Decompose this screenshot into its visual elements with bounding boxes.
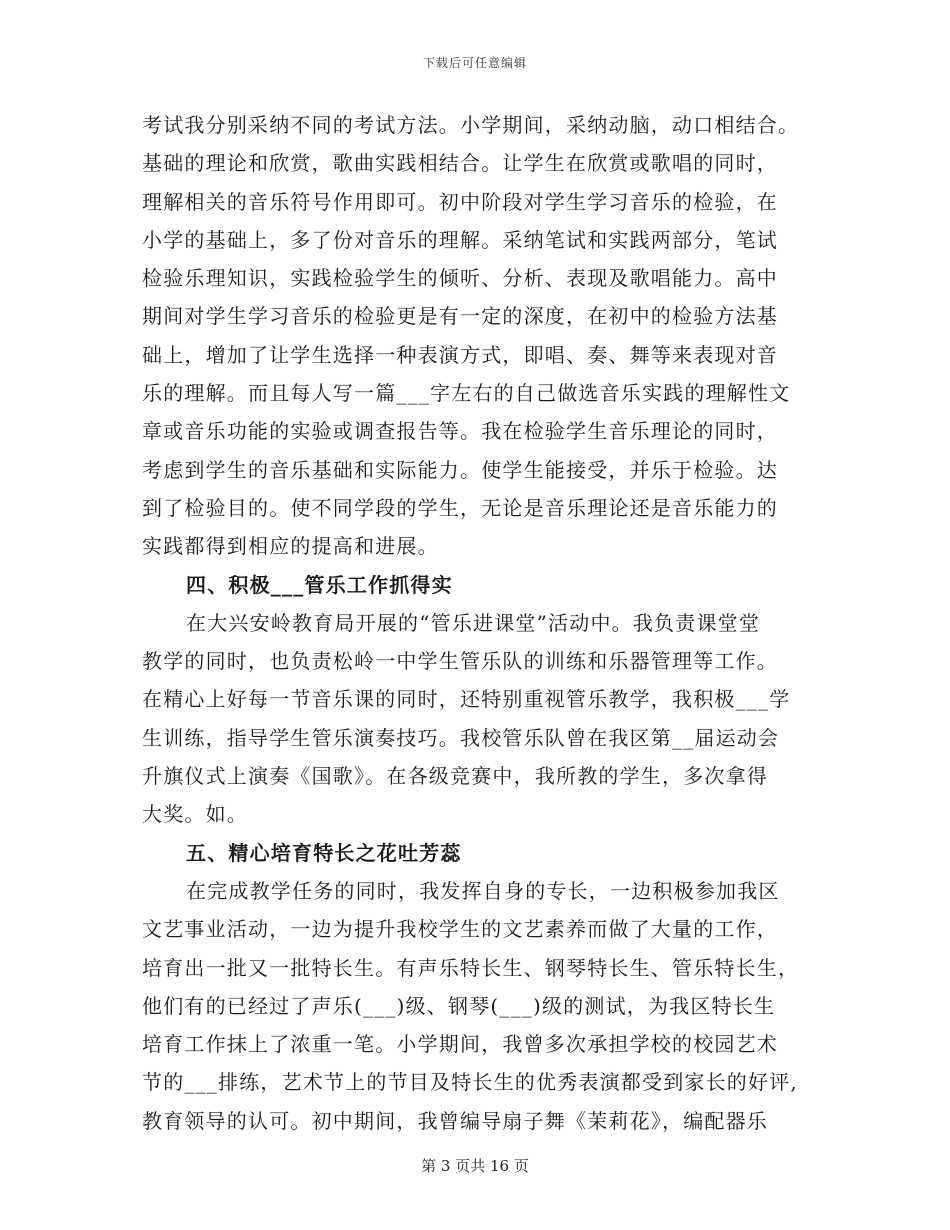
text-line: 乐的理解。而且每人写一篇___字左右的自己做选音乐实践的理解性文 — [142, 381, 791, 406]
text-line: 基础的理论和欣赏，歌曲实践相结合。让学生在欣赏或歌唱的同时， — [142, 151, 778, 176]
text-line: 他们有的已经过了声乐(___)级、钢琴(___)级的测试，为我区特长生 — [142, 993, 776, 1018]
text-line: 章或音乐功能的实验或调查报告等。我在检验学生音乐理论的同时， — [142, 419, 778, 444]
text-line: 检验乐理知识，实践检验学生的倾听、分析、表现及歌唱能力。高中 — [142, 266, 778, 291]
text-line: 节的___排练，艺术节上的节目及特长生的优秀表演都受到家长的好评, — [142, 1070, 798, 1095]
page-footer: 第 3 页共 16 页 — [421, 1157, 529, 1175]
text-line: 础上，增加了让学生选择一种表演方式，即唱、奏、舞等来表现对音 — [142, 342, 778, 367]
section-heading: 四、积极___管乐工作抓得实 — [186, 572, 453, 597]
section-heading: 五、精心培育特长之花吐芳蕊 — [186, 840, 462, 865]
document-body — [142, 106, 812, 1140]
text-line: 生训练，指导学生管乐演奏技巧。我校管乐队曾在我区第__届运动会 — [142, 725, 780, 750]
text-line: 大奖。如。 — [142, 802, 248, 827]
text-line: 考虑到学生的音乐基础和实际能力。使学生能接受，并乐于检验。达 — [142, 457, 778, 482]
text-line: 教学的同时，也负责松岭一中学生管乐队的训练和乐器管理等工作。 — [142, 649, 778, 674]
text-line: 考试我分别采纳不同的考试方法。小学期间，采纳动脑，动口相结合。 — [142, 113, 800, 137]
text-line: 教育领导的认可。初中期间，我曾编导扇子舞《茉莉花》，编配器乐 — [142, 1108, 768, 1133]
text-line: 在精心上好每一节音乐课的同时，还特别重视管乐教学，我积极___学 — [142, 687, 791, 712]
text-line: 理解相关的音乐符号作用即可。初中阶段对学生学习音乐的检验，在 — [142, 189, 778, 214]
text-line: 实践都得到相应的提高和进展。 — [142, 534, 439, 559]
text-line: 在大兴安岭教育局开展的“管乐进课堂”活动中。我负责课堂堂 — [186, 610, 761, 635]
text-line: 在完成教学任务的同时，我发挥自身的专长，一边积极参加我区 — [186, 878, 780, 903]
text-line: 文艺事业活动，一边为提升我校学生的文艺素养而做了大量的工作， — [142, 917, 778, 942]
text-line: 升旗仪式上演奏《国歌》。在各级竞赛中，我所教的学生，多次拿得 — [142, 764, 768, 789]
text-line: 到了检验目的。使不同学段的学生，无论是音乐理论还是音乐能力的 — [142, 495, 778, 520]
text-line: 培育出一批又一批特长生。有声乐特长生、钢琴特长生、管乐特长生， — [142, 955, 800, 980]
text-line: 培育工作抹上了浓重一笔。小学期间，我曾多次承担学校的校园艺术 — [142, 1032, 778, 1057]
page-header: 下载后可任意编辑 — [422, 56, 527, 70]
text-line: 期间对学生学习音乐的检验更是有一定的深度，在初中的检验方法基 — [142, 304, 778, 329]
text-line: 小学的基础上，多了份对音乐的理解。采纳笔试和实践两部分，笔试 — [142, 227, 778, 252]
